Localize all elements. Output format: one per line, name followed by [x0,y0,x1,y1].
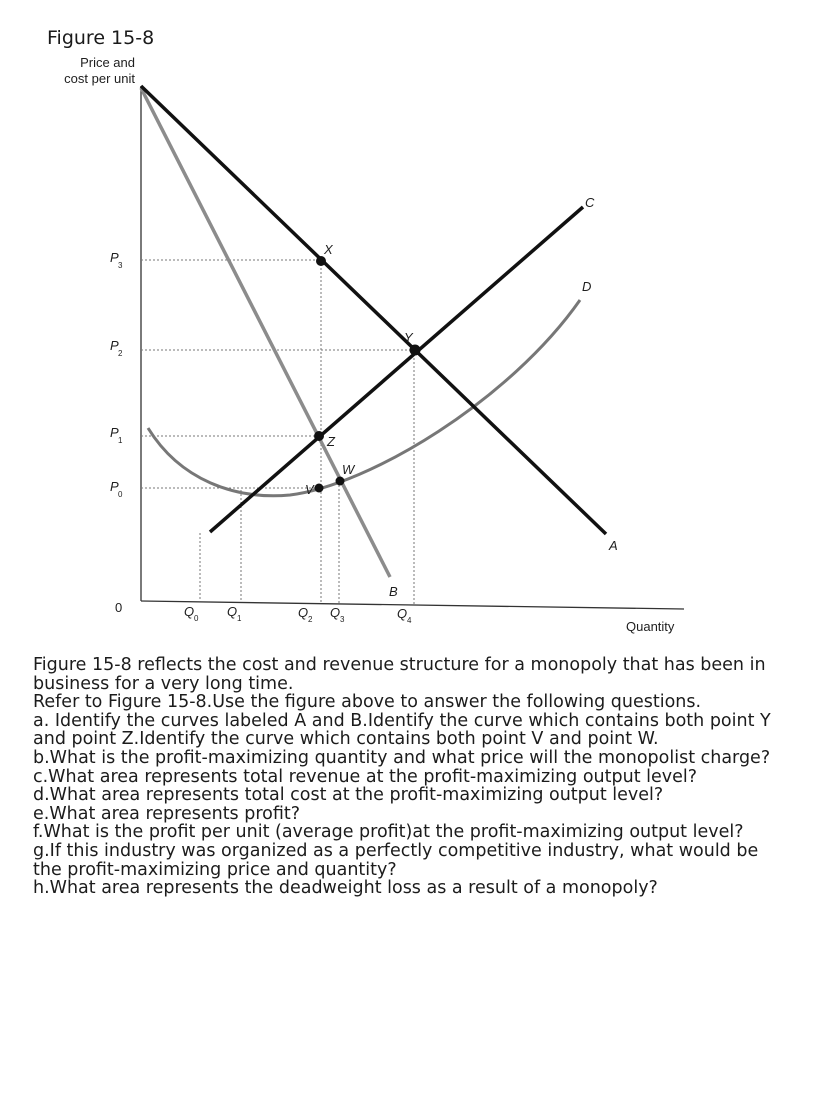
label-curve-b: B [389,584,398,599]
svg-text:4: 4 [407,616,412,625]
x-tick-q4 [397,606,412,625]
svg-text:P: P [110,479,119,494]
x-axis-label: Quantity [626,619,675,634]
label-v: V [305,482,314,497]
label-x: X [324,242,333,257]
svg-text:Q: Q [227,604,238,619]
point-z [314,431,324,441]
y-tick-p0 [110,479,123,499]
svg-text:1: 1 [237,614,242,623]
label-z: Z [327,434,335,449]
svg-text:0: 0 [118,490,123,499]
question-text [33,656,791,898]
x-axis [141,601,684,609]
y-axis-label-line2: cost per unit [64,71,135,86]
svg-text:P: P [110,250,119,265]
svg-text:Q: Q [184,604,195,619]
question-h: h.What area represents the deadweight loss as a result of a monopoly? [33,878,658,899]
point-y [410,345,421,356]
curve-c [210,207,583,532]
x-tick-q2 [298,605,313,624]
svg-text:3: 3 [118,261,123,270]
origin-label: 0 [115,600,123,615]
question-e: e.What area represents profit? [33,803,301,824]
x-tick-q3 [330,605,345,624]
point-w [336,477,345,486]
point-x [316,256,326,266]
svg-text:3: 3 [340,615,345,624]
label-curve-a: A [609,538,618,553]
curve-b [141,88,390,577]
point-v [315,484,324,493]
x-tick-q0 [184,604,199,623]
svg-text:2: 2 [118,349,123,358]
instructions-paragraph: Refer to Figure 15-8.Use the figure above to answer the following questions. [33,692,702,713]
svg-text:Q: Q [330,605,341,620]
question-g: g.If this industry was organized as a perfectly competitive industry, what would be the profit-maximizing price and quantity? [33,840,759,880]
label-w: W [342,462,355,477]
question-c: c.What area represents total revenue at the profit-maximizing output level? [33,766,698,787]
svg-text:1: 1 [118,436,123,445]
y-tick-p2 [110,338,123,358]
x-tick-q1 [227,604,242,623]
svg-text:Q: Q [298,605,309,620]
label-curve-c: C [585,195,595,210]
svg-text:0: 0 [194,614,199,623]
y-tick-p3 [110,250,123,270]
svg-text:Q: Q [397,606,408,621]
y-tick-p1 [110,425,123,445]
question-b: b.What is the profit-maximizing quantity and what price will the monopolist charge? [33,747,771,768]
label-y: Y [404,330,413,345]
svg-text:P: P [110,338,119,353]
question-f: f.What is the profit per unit (average profit)at the profit-maximizing output level? [33,822,744,843]
question-a: a. Identify the curves labeled A and B.Identify the curve which contains both point Y and point Z.Identify the curve which contains both point V and point W. [33,710,771,750]
intro-paragraph: Figure 15-8 reflects the cost and revenue structure for a monopoly that has been in business for a very long time. [33,655,766,694]
label-curve-d: D [582,279,592,294]
figure-title: Figure 15-8 [47,27,155,49]
y-axis-label-line1: Price and [80,55,135,70]
svg-text:P: P [110,425,119,440]
question-d: d.What area represents total cost at the profit-maximizing output level? [33,785,664,806]
svg-text:2: 2 [308,615,313,624]
